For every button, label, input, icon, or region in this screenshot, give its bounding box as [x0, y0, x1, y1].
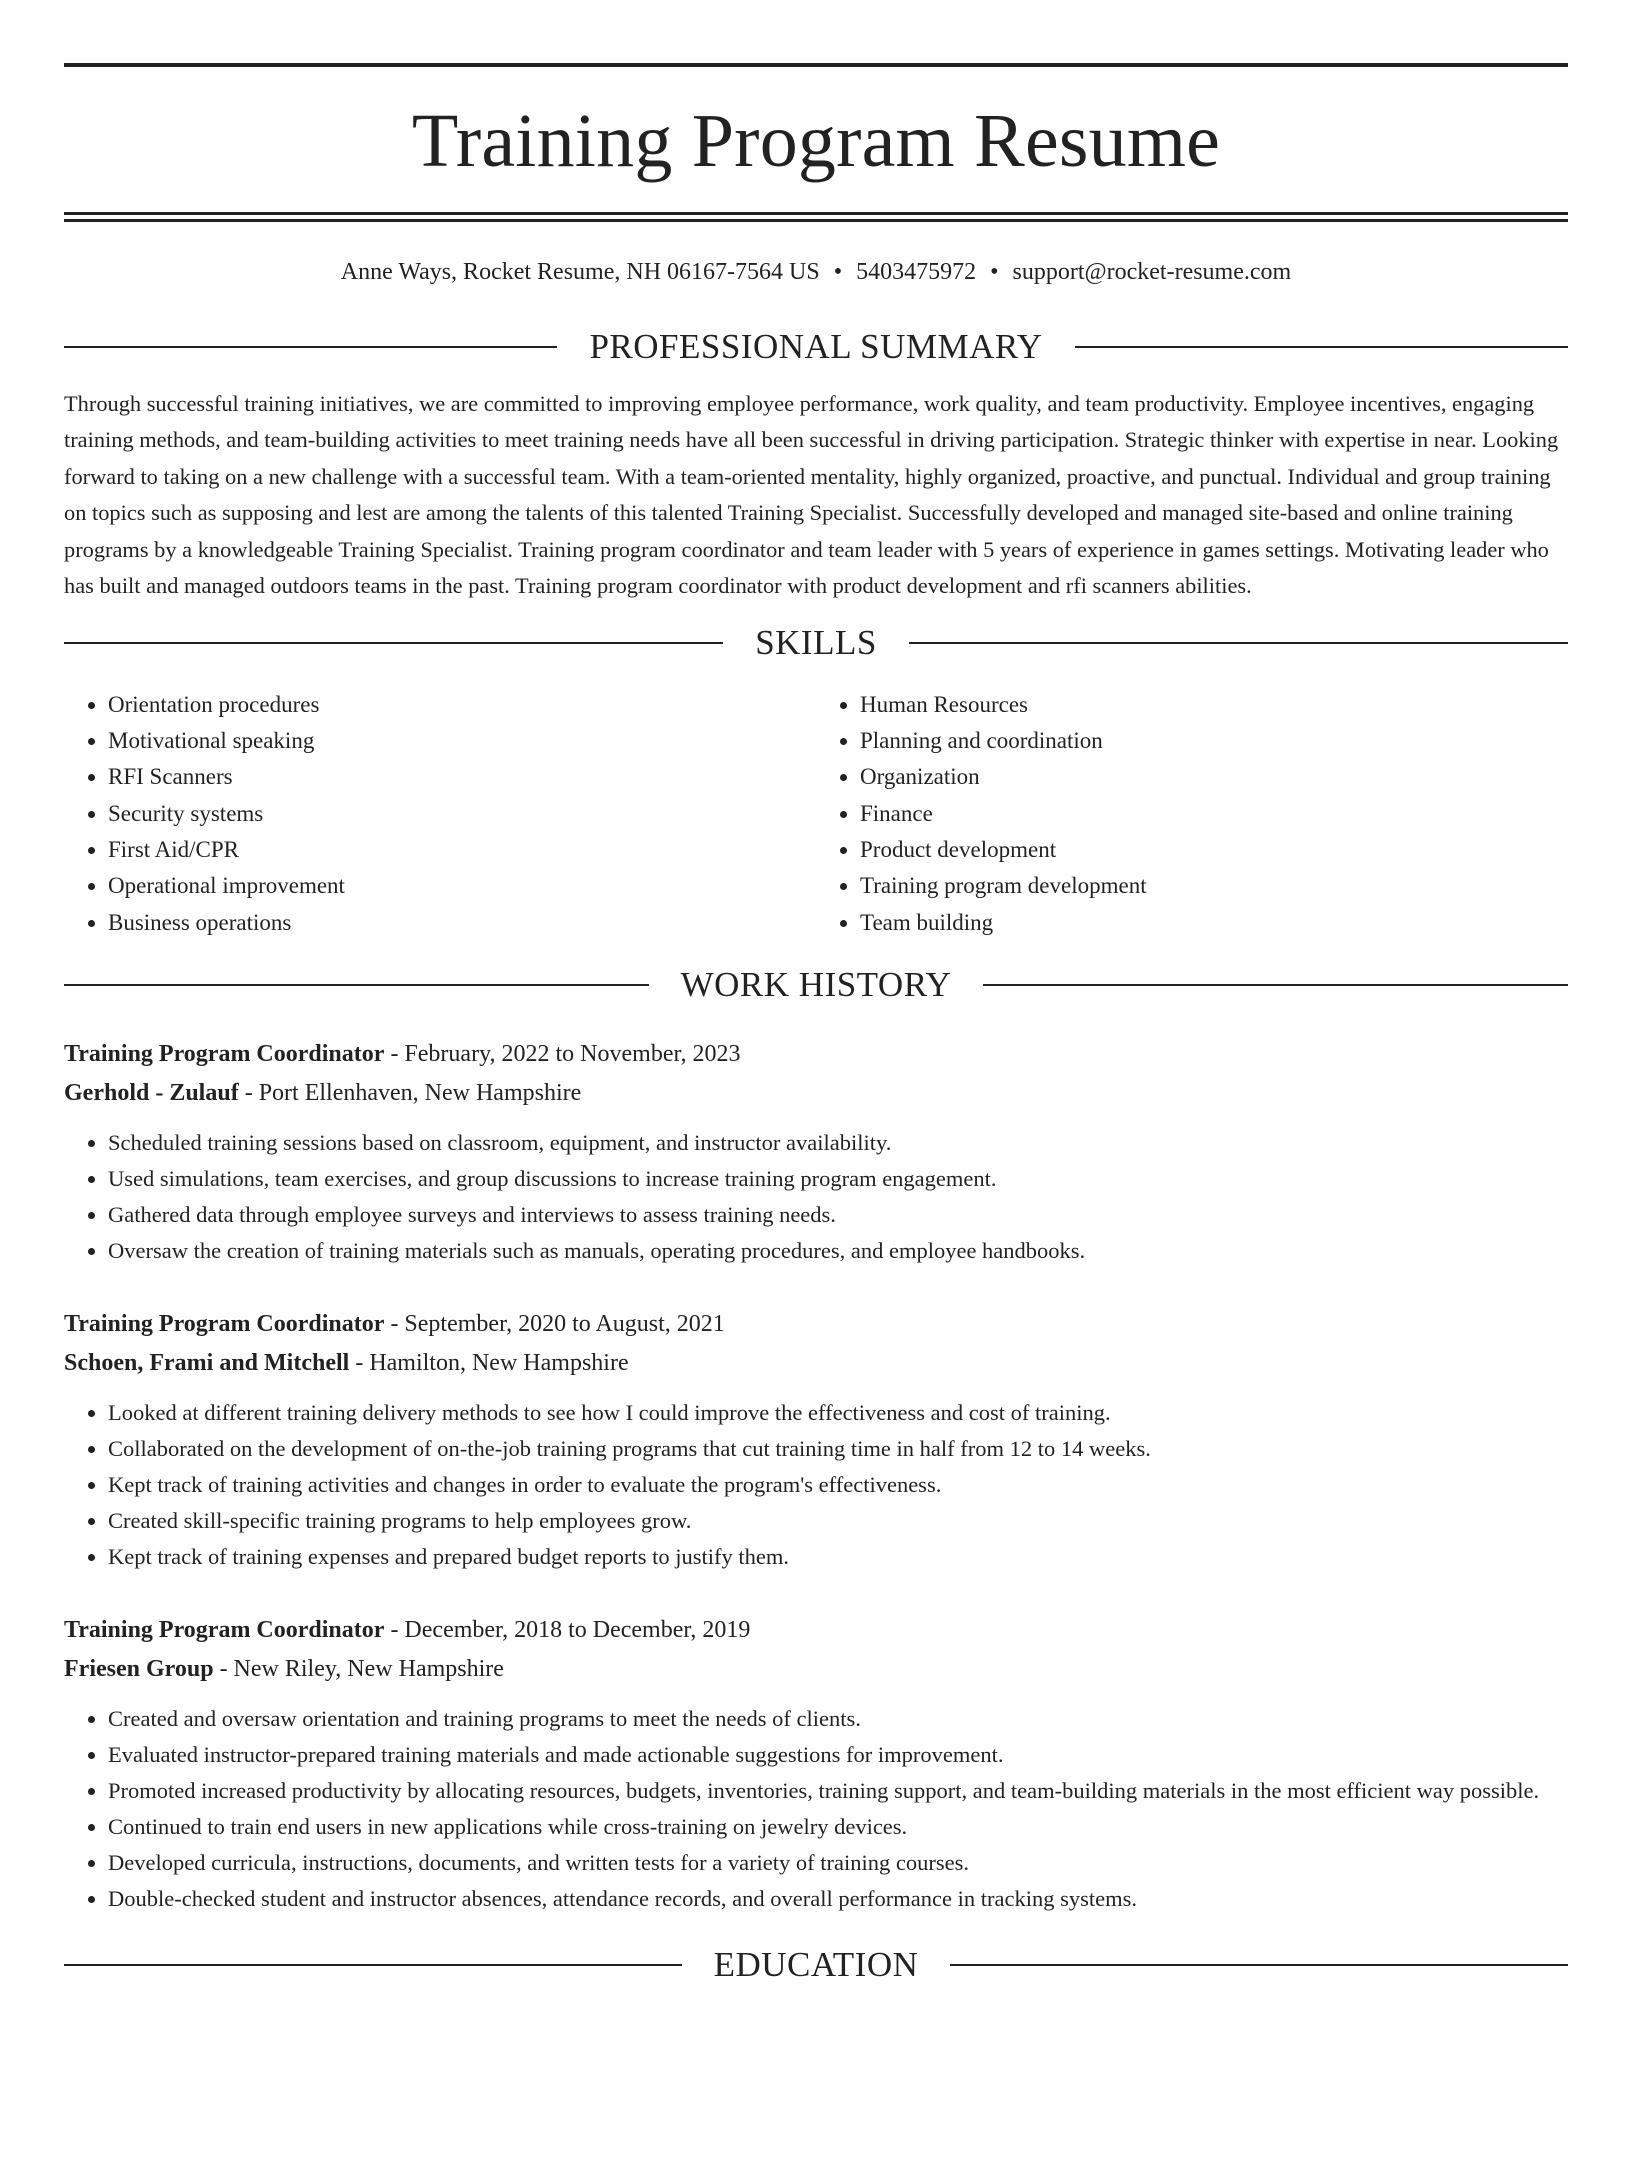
section-rule-left — [64, 1964, 682, 1966]
summary-heading: PROFESSIONAL SUMMARY — [589, 326, 1043, 366]
section-rule-right — [950, 1964, 1568, 1966]
job-bullet: • Created skill-specific training programs to help employees grow. — [108, 1503, 1568, 1539]
skills-column-right — [816, 687, 1568, 941]
contact-phone: 5403475972 — [856, 259, 977, 285]
job-title: Training Program Coordinator — [64, 1616, 385, 1643]
job-company: Gerhold - Zulauf — [64, 1079, 239, 1106]
job-bullet: • Double-checked student and instructor absences, attendance records, and overall performance in tracking systems. — [108, 1881, 1568, 1917]
section-rule-right — [983, 984, 1568, 986]
job-company: Friesen Group — [64, 1655, 214, 1682]
section-rule-left — [64, 346, 557, 348]
job-bullet: • Looked at different training delivery methods to see how I could improve the effectiveness and cost of training. — [108, 1395, 1568, 1431]
resume-page — [0, 63, 1632, 2175]
job-company-line — [64, 1344, 1568, 1383]
contact-separator: • — [990, 259, 999, 285]
skill-item: • Team building — [860, 905, 1568, 941]
resume-title: Training Program Resume — [411, 99, 1221, 183]
skill-item: • Operational improvement — [108, 868, 816, 904]
skill-item: • Product development — [860, 832, 1568, 868]
skills-list — [64, 687, 1568, 941]
skill-item: • Orientation procedures — [108, 687, 816, 723]
job-bullet: • Used simulations, team exercises, and group discussions to increase training program engagement. — [108, 1161, 1568, 1197]
summary-text: Through successful training initiatives, we are committed to improving employee performance, work quality, and team productivity. Employee incentives, engaging training methods, and team-building activities to meet training needs have all been successful in driving participation. Strategic thinker with expertise in near. Looking forward to taking on a new challenge with a successful team. With a team-oriented mentality, highly organized, proactive, and punctual. Individual and group training on topics such as supposing and lest are among the talents of this talented Training Specialist. Successfully developed and managed site-based and online training programs by a knowledgeable Training Specialist. Training program coordinator and team leader with 5 years of experience in games settings. Motivating leader who has built and managed outdoors teams in the past. Training program coordinator with product development and rfi scanners abilities. — [64, 390, 1559, 599]
section-rule-right — [1075, 346, 1568, 348]
job-bullet: • Kept track of training expenses and prepared budget reports to justify them. — [108, 1539, 1568, 1575]
job-title-line — [64, 1305, 1568, 1344]
skills-heading: SKILLS — [755, 622, 877, 662]
job-bullet: • Developed curricula, instructions, documents, and written tests for a variety of training courses. — [108, 1845, 1568, 1881]
work-history-section-header — [64, 965, 1568, 1005]
job-bullets — [64, 1125, 1568, 1269]
job-bullet: • Evaluated instructor-prepared training materials and made actionable suggestions for improvement. — [108, 1737, 1568, 1773]
job-bullet: • Gathered data through employee surveys and interviews to assess training needs. — [108, 1197, 1568, 1233]
job-location: - Port Ellenhaven, New Hampshire — [238, 1079, 582, 1106]
work-history-heading: WORK HISTORY — [680, 964, 952, 1004]
job-bullet: • Promoted increased productivity by allocating resources, budgets, inventories, training support, and team-building materials in the most efficient way possible. — [108, 1773, 1568, 1809]
skill-item: • Business operations — [108, 905, 816, 941]
job-company-line — [64, 1650, 1568, 1689]
education-heading: EDUCATION — [713, 1944, 919, 1984]
contact-address: Anne Ways, Rocket Resume, NH 06167-7564 US — [340, 259, 820, 285]
job-company: Schoen, Frami and Mitchell — [64, 1349, 350, 1376]
job-entry — [64, 1305, 1568, 1575]
job-bullet: • Kept track of training activities and changes in order to evaluate the program's effectiveness. — [108, 1467, 1568, 1503]
contact-line — [64, 258, 1568, 287]
job-company-line — [64, 1074, 1568, 1113]
job-bullet: • Collaborated on the development of on-the-job training programs that cut training time in half from 12 to 14 weeks. — [108, 1431, 1568, 1467]
job-bullets — [64, 1395, 1568, 1575]
job-bullets — [64, 1701, 1568, 1917]
job-entry — [64, 1611, 1568, 1917]
skill-item: • Organization — [860, 759, 1568, 795]
job-bullet: • Continued to train end users in new applications while cross-training on jewelry devices. — [108, 1809, 1568, 1845]
job-dates: - February, 2022 to November, 2023 — [384, 1040, 741, 1067]
section-rule-left — [64, 984, 649, 986]
skill-item: • Training program development — [860, 868, 1568, 904]
job-dates: - September, 2020 to August, 2021 — [384, 1310, 725, 1337]
education-section-header — [64, 1945, 1568, 1985]
section-rule-right — [909, 642, 1568, 644]
job-title: Training Program Coordinator — [64, 1310, 385, 1337]
job-title: Training Program Coordinator — [64, 1040, 385, 1067]
job-title-line — [64, 1611, 1568, 1650]
section-rule-left — [64, 642, 723, 644]
skill-item: • Planning and coordination — [860, 723, 1568, 759]
job-entry — [64, 1035, 1568, 1269]
skill-item: • Security systems — [108, 796, 816, 832]
skill-item: • First Aid/CPR — [108, 832, 816, 868]
contact-separator: • — [833, 259, 843, 285]
title-double-rule — [64, 212, 1568, 222]
skill-item: • Human Resources — [860, 687, 1568, 723]
job-location: - Hamilton, New Hampshire — [349, 1349, 629, 1376]
job-location: - New Riley, New Hampshire — [213, 1655, 504, 1682]
job-title-line — [64, 1035, 1568, 1074]
job-dates: - December, 2018 to December, 2019 — [384, 1616, 751, 1643]
job-bullet: • Created and oversaw orientation and training programs to meet the needs of clients. — [108, 1701, 1568, 1737]
skill-item: • Finance — [860, 796, 1568, 832]
top-rule — [64, 63, 1568, 67]
contact-email: support@rocket-resume.com — [1012, 259, 1292, 285]
skills-column-left — [64, 687, 816, 941]
skill-item: • RFI Scanners — [108, 759, 816, 795]
skill-item: • Motivational speaking — [108, 723, 816, 759]
skills-section-header — [64, 623, 1568, 663]
job-bullet: • Scheduled training sessions based on classroom, equipment, and instructor availability. — [108, 1125, 1568, 1161]
job-bullet: • Oversaw the creation of training materials such as manuals, operating procedures, and employee handbooks. — [108, 1233, 1568, 1269]
summary-section-header — [64, 327, 1568, 367]
